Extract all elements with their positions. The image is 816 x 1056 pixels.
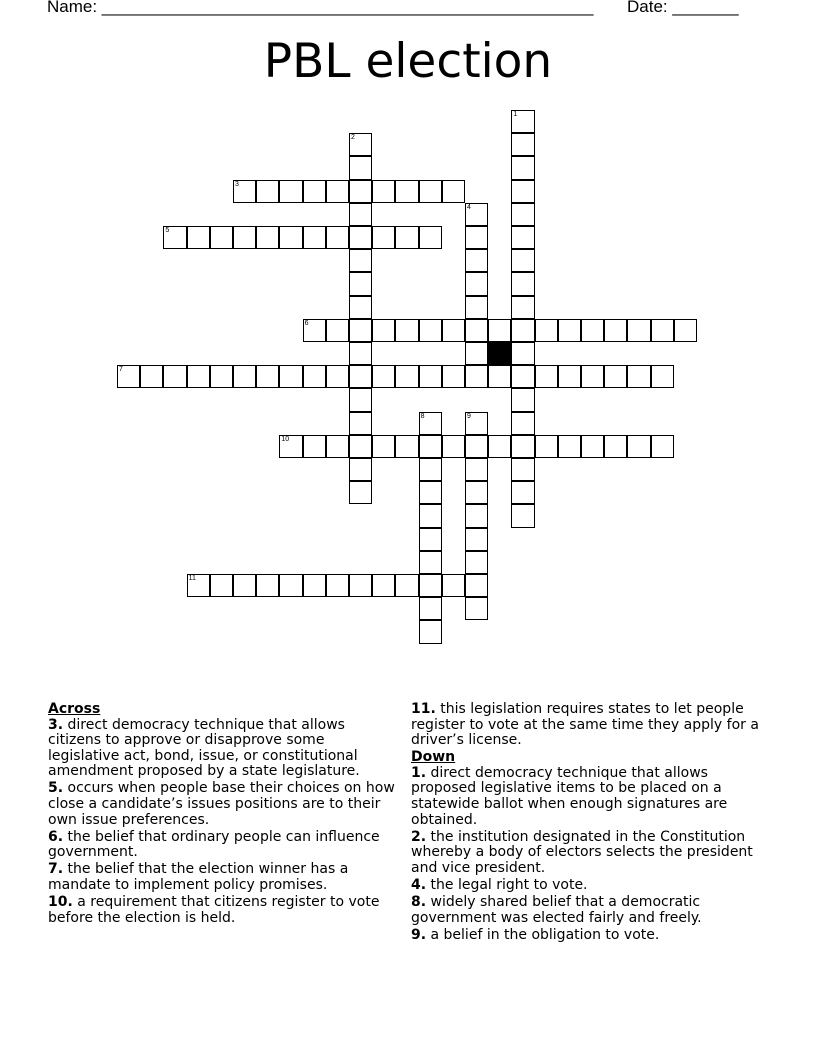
crossword-cell[interactable] (419, 458, 442, 481)
crossword-cell[interactable] (558, 365, 581, 388)
crossword-cell[interactable] (465, 528, 488, 551)
crossword-cell[interactable] (372, 574, 395, 597)
down-heading: Down (411, 749, 456, 766)
crossword-cell[interactable] (511, 365, 534, 388)
crossword-cell[interactable] (419, 597, 442, 620)
clues-right-column (411, 702, 767, 945)
crossword-cell[interactable] (465, 551, 488, 574)
crossword-cell[interactable] (465, 504, 488, 527)
crossword-cell[interactable] (558, 319, 581, 342)
across-clue-7 (48, 862, 400, 893)
crossword-black-cell (488, 342, 511, 365)
crossword-cell[interactable] (349, 203, 372, 226)
crossword-cell[interactable] (326, 226, 349, 249)
crossword-cell[interactable] (326, 365, 349, 388)
crossword-cell[interactable] (349, 249, 372, 272)
crossword-cell[interactable] (395, 574, 418, 597)
crossword-cell[interactable] (465, 203, 488, 226)
crossword-cell[interactable] (187, 574, 210, 597)
crossword-cell[interactable] (349, 272, 372, 295)
crossword-cell[interactable] (419, 504, 442, 527)
crossword-cell[interactable] (372, 226, 395, 249)
crossword-cell[interactable] (256, 574, 279, 597)
crossword-cell[interactable] (303, 180, 326, 203)
down-clue-4 (411, 878, 767, 894)
crossword-cell[interactable] (511, 156, 534, 179)
crossword-cell[interactable] (419, 435, 442, 458)
crossword-cell[interactable] (233, 226, 256, 249)
crossword-cell[interactable] (372, 319, 395, 342)
crossword-cell[interactable] (349, 481, 372, 504)
crossword-cell[interactable] (326, 574, 349, 597)
crossword-cell[interactable] (651, 319, 674, 342)
clue-number: 4. (411, 877, 427, 894)
crossword-cell[interactable] (465, 435, 488, 458)
crossword-cell[interactable] (256, 365, 279, 388)
clue-text: direct democracy technique that allows citizens to approve or disapprove some legislative act, bond, issue, or constitutional amendment proposed by a state legislature. (48, 716, 360, 780)
across-clue-10 (48, 895, 400, 926)
crossword-cell[interactable] (465, 412, 488, 435)
crossword-cell[interactable] (535, 319, 558, 342)
crossword-cell[interactable] (326, 435, 349, 458)
crossword-cell[interactable] (604, 319, 627, 342)
crossword-cell[interactable] (210, 226, 233, 249)
across-heading: Across (48, 701, 101, 717)
crossword-cell[interactable] (535, 365, 558, 388)
crossword-cell[interactable] (349, 319, 372, 342)
clue-number: 10. (48, 894, 73, 911)
crossword-cell[interactable] (349, 388, 372, 411)
crossword-cell[interactable] (465, 574, 488, 597)
crossword-cell[interactable] (233, 574, 256, 597)
crossword-cell[interactable] (627, 435, 650, 458)
crossword-cell[interactable] (279, 365, 302, 388)
clue-number-label: 4 (467, 203, 471, 211)
crossword-cell[interactable] (349, 458, 372, 481)
clue-number: 7. (48, 861, 64, 878)
crossword-cell[interactable] (349, 435, 372, 458)
clue-text: a belief in the obligation to vote. (430, 926, 660, 943)
down-clue-8 (411, 895, 767, 926)
crossword-cell[interactable] (442, 180, 465, 203)
crossword-cell[interactable] (303, 365, 326, 388)
crossword-cell[interactable] (349, 296, 372, 319)
crossword-cell[interactable] (581, 435, 604, 458)
crossword-cell[interactable] (465, 481, 488, 504)
crossword-cell[interactable] (395, 319, 418, 342)
crossword-cell[interactable] (604, 365, 627, 388)
clue-number-label: 5 (165, 227, 170, 234)
clue-text: widely shared belief that a democratic government was elected fairly and freely. (411, 894, 702, 926)
clue-number: 2. (411, 828, 427, 845)
crossword-cell[interactable] (535, 435, 558, 458)
down-clue-9 (411, 928, 767, 944)
crossword-cell[interactable] (419, 528, 442, 551)
crossword-cell[interactable] (627, 365, 650, 388)
clue-number: 9. (411, 926, 427, 943)
crossword-cell[interactable] (419, 180, 442, 203)
clue-number-label: 11 (188, 575, 196, 582)
clue-number-label: 10 (281, 435, 290, 443)
crossword-cell[interactable] (511, 342, 534, 365)
crossword-cell[interactable] (279, 180, 302, 203)
crossword-cell[interactable] (465, 272, 488, 295)
crossword-cell[interactable] (419, 412, 442, 435)
clue-text: occurs when people base their choices on how close a candidate’s issues positions are to their own issue preferences. (48, 780, 395, 828)
crossword-cell[interactable] (256, 226, 279, 249)
clue-number: 5. (48, 780, 64, 797)
crossword-cell[interactable] (279, 435, 302, 458)
crossword-cell[interactable] (303, 435, 326, 458)
crossword-cell[interactable] (372, 365, 395, 388)
crossword-cell[interactable] (674, 319, 697, 342)
clue-text: a requirement that citizens register to vote before the election is held. (48, 894, 380, 926)
crossword-cell[interactable] (511, 412, 534, 435)
clue-text: the belief that ordinary people can influence government. (48, 828, 380, 861)
clue-text: the legal right to vote. (430, 877, 588, 894)
crossword-cell[interactable] (511, 133, 534, 156)
crossword-cell[interactable] (163, 226, 186, 249)
down-clue-1 (411, 766, 767, 828)
clue-number: 3. (48, 716, 64, 733)
crossword-cell[interactable] (233, 180, 256, 203)
crossword-cell[interactable] (442, 319, 465, 342)
crossword-cell[interactable] (442, 365, 465, 388)
crossword-cell[interactable] (511, 481, 534, 504)
crossword-cell[interactable] (210, 365, 233, 388)
date-field-label: Date: _______ (627, 0, 739, 16)
crossword-cell[interactable] (511, 296, 534, 319)
crossword-cell[interactable] (511, 458, 534, 481)
crossword-cell[interactable] (511, 272, 534, 295)
clue-number-label: 9 (467, 412, 471, 420)
clue-number: 1. (411, 764, 427, 781)
crossword-cell[interactable] (442, 435, 465, 458)
crossword-cell[interactable] (372, 435, 395, 458)
clue-number-label: 7 (119, 366, 123, 374)
clue-text: this legislation requires states to let people register to vote at the same time they apply for a driver’s license. (411, 701, 759, 749)
crossword-cell[interactable] (651, 435, 674, 458)
crossword-cell[interactable] (303, 574, 326, 597)
crossword-cell[interactable] (511, 249, 534, 272)
crossword-cell[interactable] (349, 226, 372, 249)
crossword-cell[interactable] (419, 620, 442, 643)
crossword-cell[interactable] (581, 365, 604, 388)
crossword-cell[interactable] (465, 296, 488, 319)
clue-number-label: 1 (513, 111, 518, 118)
crossword-cell[interactable] (256, 180, 279, 203)
clue-text: the institution designated in the Constitution whereby a body of electors selects the president and vice president. (411, 828, 753, 876)
crossword-cell[interactable] (558, 435, 581, 458)
crossword-cell[interactable] (210, 574, 233, 597)
crossword-cell[interactable] (465, 365, 488, 388)
across-clue-11 (411, 702, 767, 749)
down-clue-2 (411, 830, 767, 877)
crossword-cell[interactable] (117, 365, 140, 388)
crossword-cell[interactable] (395, 435, 418, 458)
clue-text: direct democracy technique that allows proposed legislative items to be placed on a statewide ballot when enough signatures are obtained. (411, 764, 728, 828)
clue-number: 6. (48, 828, 64, 845)
crossword-cell[interactable] (140, 365, 163, 388)
crossword-cell[interactable] (233, 365, 256, 388)
crossword-cell[interactable] (581, 319, 604, 342)
clue-number-label: 8 (420, 412, 425, 420)
crossword-cell[interactable] (419, 319, 442, 342)
crossword-cell[interactable] (349, 156, 372, 179)
crossword-cell[interactable] (511, 180, 534, 203)
clue-number-label: 6 (304, 319, 309, 327)
crossword-cell[interactable] (488, 365, 511, 388)
crossword-cell[interactable] (279, 574, 302, 597)
crossword-cell[interactable] (419, 551, 442, 574)
crossword-cell[interactable] (163, 365, 186, 388)
across-clue-6 (48, 830, 400, 861)
crossword-cell[interactable] (511, 319, 534, 342)
crossword-cell[interactable] (627, 319, 650, 342)
crossword-cell[interactable] (395, 365, 418, 388)
crossword-cell[interactable] (187, 365, 210, 388)
clue-number: 11. (411, 701, 436, 717)
crossword-cell[interactable] (326, 319, 349, 342)
crossword-cell[interactable] (419, 226, 442, 249)
name-field-label: Name: ____________________________________________________ (47, 0, 594, 16)
crossword-cell[interactable] (349, 365, 372, 388)
crossword-cell[interactable] (511, 435, 534, 458)
crossword-cell[interactable] (349, 412, 372, 435)
crossword-cell[interactable] (372, 180, 395, 203)
crossword-cell[interactable] (442, 574, 465, 597)
crossword-cell[interactable] (303, 319, 326, 342)
clue-number-label: 2 (351, 134, 355, 142)
crossword-cell[interactable] (488, 319, 511, 342)
crossword-cell[interactable] (604, 435, 627, 458)
clue-text: the belief that the election winner has a mandate to implement policy promises. (48, 861, 349, 894)
clue-number-label: 3 (235, 180, 239, 188)
crossword-cell[interactable] (511, 226, 534, 249)
crossword-cell[interactable] (465, 458, 488, 481)
clues-left-column (48, 702, 400, 928)
crossword-cell[interactable] (651, 365, 674, 388)
crossword-cell[interactable] (511, 388, 534, 411)
crossword-cell[interactable] (465, 597, 488, 620)
crossword-cell[interactable] (465, 342, 488, 365)
clue-number: 8. (411, 894, 427, 911)
across-clue-5 (48, 781, 400, 828)
crossword-cell[interactable] (349, 342, 372, 365)
crossword-cell[interactable] (303, 226, 326, 249)
crossword-cell[interactable] (511, 203, 534, 226)
crossword-cell[interactable] (187, 226, 210, 249)
page-title: PBL election (263, 34, 553, 89)
crossword-cell[interactable] (279, 226, 302, 249)
crossword-cell[interactable] (511, 504, 534, 527)
crossword-cell[interactable] (349, 574, 372, 597)
crossword-cell[interactable] (419, 365, 442, 388)
crossword-cell[interactable] (395, 226, 418, 249)
across-clue-3 (48, 718, 400, 780)
crossword-cell[interactable] (465, 226, 488, 249)
crossword-cell[interactable] (465, 319, 488, 342)
crossword-cell[interactable] (511, 110, 534, 133)
crossword-cell[interactable] (419, 574, 442, 597)
crossword-cell[interactable] (395, 180, 418, 203)
crossword-cell[interactable] (419, 481, 442, 504)
crossword-cell[interactable] (326, 180, 349, 203)
crossword-cell[interactable] (349, 180, 372, 203)
crossword-cell[interactable] (349, 133, 372, 156)
crossword-cell[interactable] (465, 249, 488, 272)
crossword-cell[interactable] (488, 435, 511, 458)
